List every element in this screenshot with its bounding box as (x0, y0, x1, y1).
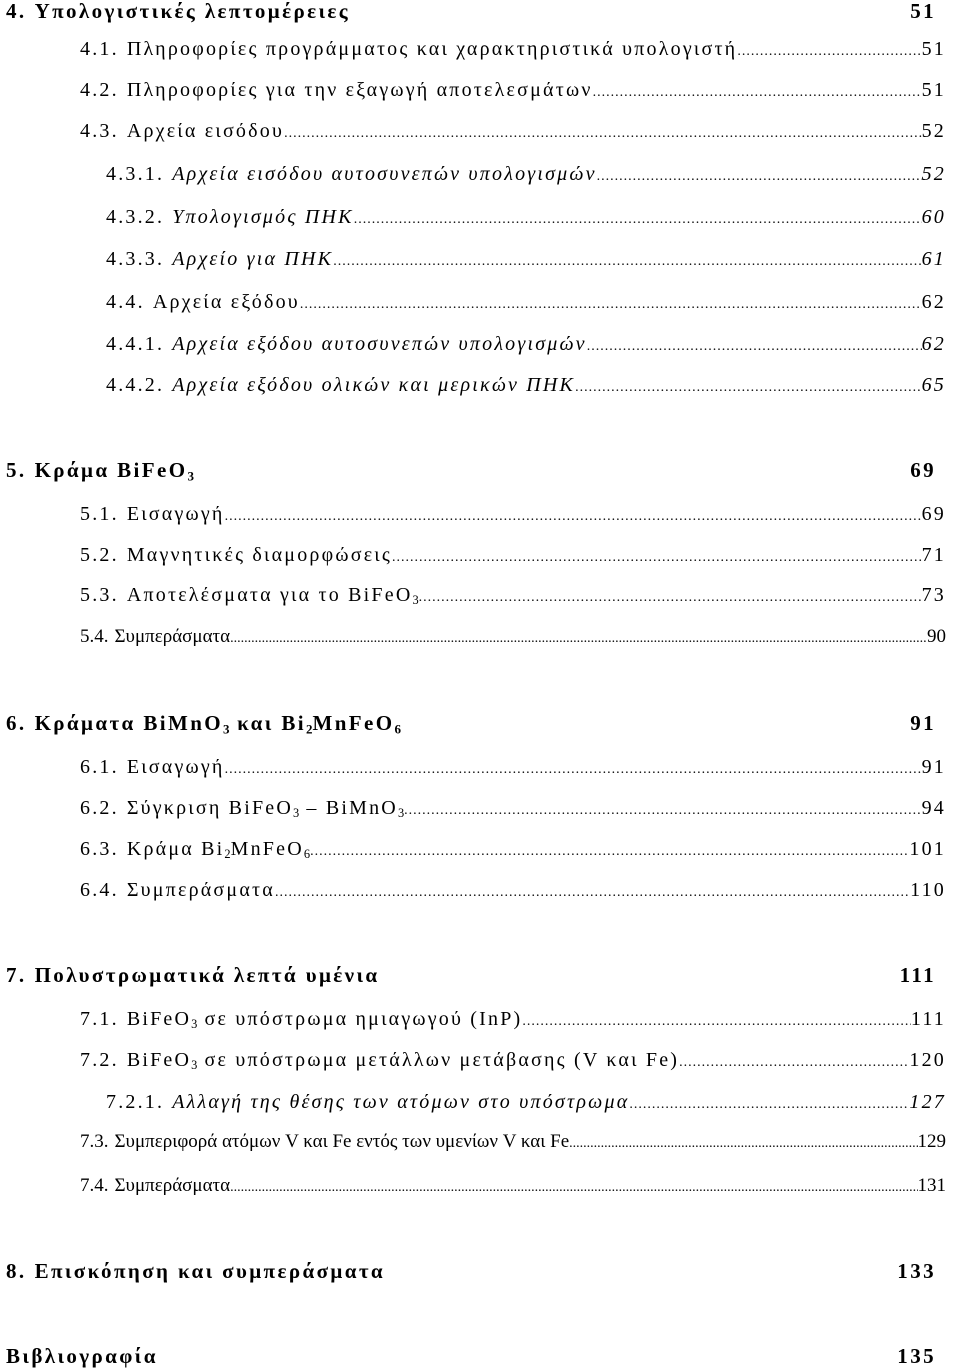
toc-number: 6.3. (80, 838, 119, 860)
toc-title: Αρχεία εξόδου αυτοσυνεπών υπολογισμών (172, 333, 587, 355)
toc-page: 110 (910, 879, 946, 901)
toc-entry-5-2 (80, 540, 960, 570)
toc-chapter-4 (6, 0, 960, 26)
toc-number: 6.2. (80, 797, 119, 819)
toc-number: 4. (6, 0, 27, 23)
toc-number: 4.3.3. (106, 248, 165, 270)
toc-entry-5-4 (80, 622, 960, 652)
toc-number: 6.4. (80, 879, 119, 901)
toc-number: 6.1. (80, 756, 119, 778)
toc-leader (310, 837, 909, 867)
toc-title: Σύγκριση BiFeO$_3$ – BiMnO$_3$ (126, 797, 405, 821)
toc-title: Πληροφορίες προγράμματος και χαρακτηριστικά υπολογιστή (126, 38, 738, 60)
toc-title: Συμπεράσματα (114, 1175, 231, 1196)
toc-title: Βιβλιογραφία (6, 1344, 158, 1368)
toc-entry-5-1 (80, 499, 960, 529)
toc-number: 4.3.1. (106, 163, 165, 185)
toc-number: 4.4. (106, 291, 145, 313)
toc-entry-7-4 (80, 1171, 960, 1201)
toc-leader (354, 205, 922, 235)
toc-title: Αρχεία εξόδου (152, 291, 300, 313)
toc-entry-4-4-1 (106, 329, 960, 359)
toc-page: 133 (897, 1259, 936, 1283)
toc-leader (225, 755, 922, 785)
toc-number: 4.4.1. (106, 333, 165, 355)
toc-leader (679, 1048, 909, 1078)
toc-number: 7.2. (80, 1049, 119, 1071)
toc-entry-4-3 (80, 116, 960, 146)
toc-page: 131 (917, 1175, 946, 1196)
toc-title: Αρχείο για ΠΗΚ (172, 248, 334, 270)
toc-entry-4-4-2 (106, 370, 960, 400)
toc-page: 127 (909, 1091, 946, 1113)
toc-leader (587, 332, 922, 362)
toc-title: Επισκόπηση και συμπεράσματα (34, 1259, 386, 1283)
toc-leader (597, 162, 922, 192)
toc-page: 90 (927, 626, 946, 647)
toc-leader (392, 543, 922, 573)
toc-leader (230, 1173, 917, 1203)
toc-chapter-7 (6, 960, 960, 990)
toc-entry-6-2 (80, 793, 960, 823)
toc-title: Υπολογισμός ΠΗΚ (172, 206, 354, 228)
toc-page: 52 (921, 163, 946, 185)
toc-title: Πολυστρωματικά λεπτά υμένια (34, 963, 380, 987)
toc-title: Αρχεία εισόδου αυτοσυνεπών υπολογισμών (172, 163, 597, 185)
toc-page: 52 (921, 120, 946, 142)
toc-number: 4.2. (80, 79, 119, 101)
toc-page: 94 (921, 797, 946, 819)
toc-page: 111 (899, 963, 936, 987)
toc-number: 7.2.1. (106, 1091, 165, 1113)
toc-entry-7-3 (80, 1127, 960, 1157)
toc-number: 7.4. (80, 1175, 109, 1196)
toc-leader (737, 37, 921, 67)
toc-title: Συμπεράσματα (114, 626, 231, 647)
toc-leader (300, 290, 922, 320)
toc-page: 73 (921, 584, 946, 606)
toc-leader (225, 502, 922, 532)
toc-leader (284, 119, 922, 149)
toc-entry-4-3-1 (106, 159, 960, 189)
toc-leader (629, 1090, 909, 1120)
toc-page: 62 (921, 291, 946, 313)
toc-page: 61 (921, 248, 946, 270)
toc-page: 51 (921, 79, 946, 101)
toc-page: 91 (921, 756, 946, 778)
toc-title: BiFeO$_3$ σε υπόστρωμα μετάλλων μετάβασης (V και Fe) (126, 1049, 680, 1073)
toc-number: 4.3.2. (106, 206, 165, 228)
toc-title: Κράμα $Bi_2MnFeO_6$ (126, 838, 311, 862)
toc-page: 51 (921, 38, 946, 60)
toc-title: Κράμα BiFeO$_3$ (34, 458, 194, 484)
toc-number: 5.1. (80, 503, 119, 525)
toc-leader (419, 583, 922, 613)
toc-leader (333, 247, 921, 277)
toc-entry-4-2 (80, 75, 960, 105)
toc-title: Εισαγωγή (126, 756, 225, 778)
toc-title: Αλλαγή της θέσης των ατόμων στο υπόστρωμα (172, 1091, 630, 1113)
toc-page: 65 (921, 374, 946, 396)
toc-title: Πληροφορίες για την εξαγωγή αποτελεσμάτων (126, 79, 593, 101)
toc-number: 6. (6, 711, 27, 735)
toc-chapter-6 (6, 708, 960, 738)
toc-page: 135 (897, 1344, 936, 1368)
toc-title: Μαγνητικές διαμορφώσεις (126, 544, 393, 566)
toc-title: Εισαγωγή (126, 503, 225, 525)
toc-page: 62 (921, 333, 946, 355)
toc-number: 4.4.2. (106, 374, 165, 396)
toc-leader (522, 1007, 910, 1037)
toc-page: 69 (921, 503, 946, 525)
toc-title: BiFeO$_3$ σε υπόστρωμα ημιαγωγού (InP) (126, 1008, 523, 1032)
toc-number: 7.3. (80, 1131, 109, 1152)
toc-title: Αρχεία εισόδου (126, 120, 285, 142)
toc-entry-6-4 (80, 875, 960, 905)
toc-number: 4.3. (80, 120, 119, 142)
toc-number: 5.2. (80, 544, 119, 566)
toc-leader (275, 878, 910, 908)
toc-number: 7. (6, 963, 27, 987)
toc-entry-7-1 (80, 1004, 960, 1034)
toc-chapter-5 (6, 455, 960, 485)
toc-leader (230, 624, 927, 654)
toc-page: 111 (910, 1008, 946, 1030)
toc-entry-4-3-2 (106, 202, 960, 232)
toc-entry-4-4 (106, 287, 960, 317)
toc-page: 129 (917, 1131, 946, 1152)
toc-leader (575, 373, 922, 403)
toc-entry-7-2 (80, 1045, 960, 1075)
toc-page: 101 (909, 838, 946, 860)
toc-leader (593, 78, 922, 108)
toc-number: 8. (6, 1259, 27, 1283)
toc-page: 91 (910, 711, 936, 735)
toc-title: Υπολογιστικές λεπτομέρειες (34, 0, 351, 23)
toc-chapter-8 (6, 1256, 960, 1286)
toc-title: Αποτελέσματα για το BiFeO$_3$ (126, 584, 419, 608)
toc-page: 71 (921, 544, 946, 566)
toc-entry-5-3 (80, 580, 960, 610)
toc-page: 69 (910, 458, 936, 482)
toc-title: Συμπεριφορά ατόμων V και Fe εντός των υμενίων V και Fe (114, 1131, 570, 1152)
toc-title: Κράματα BiMnO$_3$ και $Bi_2MnFeO_6$ (34, 711, 401, 737)
toc-number: 4.1. (80, 38, 119, 60)
toc-page: 120 (909, 1049, 946, 1071)
toc-entry-4-3-3 (106, 244, 960, 274)
toc-title: Αρχεία εξόδου ολικών και μερικών ΠΗΚ (172, 374, 576, 396)
toc-number: 5.4. (80, 626, 109, 647)
toc-number: 5. (6, 458, 27, 482)
toc-page: 60 (921, 206, 946, 228)
toc-bibliography (6, 1341, 960, 1371)
toc-number: 5.3. (80, 584, 119, 606)
toc-title: Συμπεράσματα (126, 879, 275, 901)
toc-entry-7-2-1 (106, 1087, 960, 1117)
toc-number: 7.1. (80, 1008, 119, 1030)
toc-page: 51 (910, 0, 936, 23)
toc-entry-4-1 (80, 34, 960, 64)
toc-entry-6-3 (80, 834, 960, 864)
toc-leader (569, 1129, 917, 1159)
toc-leader (404, 796, 921, 826)
toc-entry-6-1 (80, 752, 960, 782)
